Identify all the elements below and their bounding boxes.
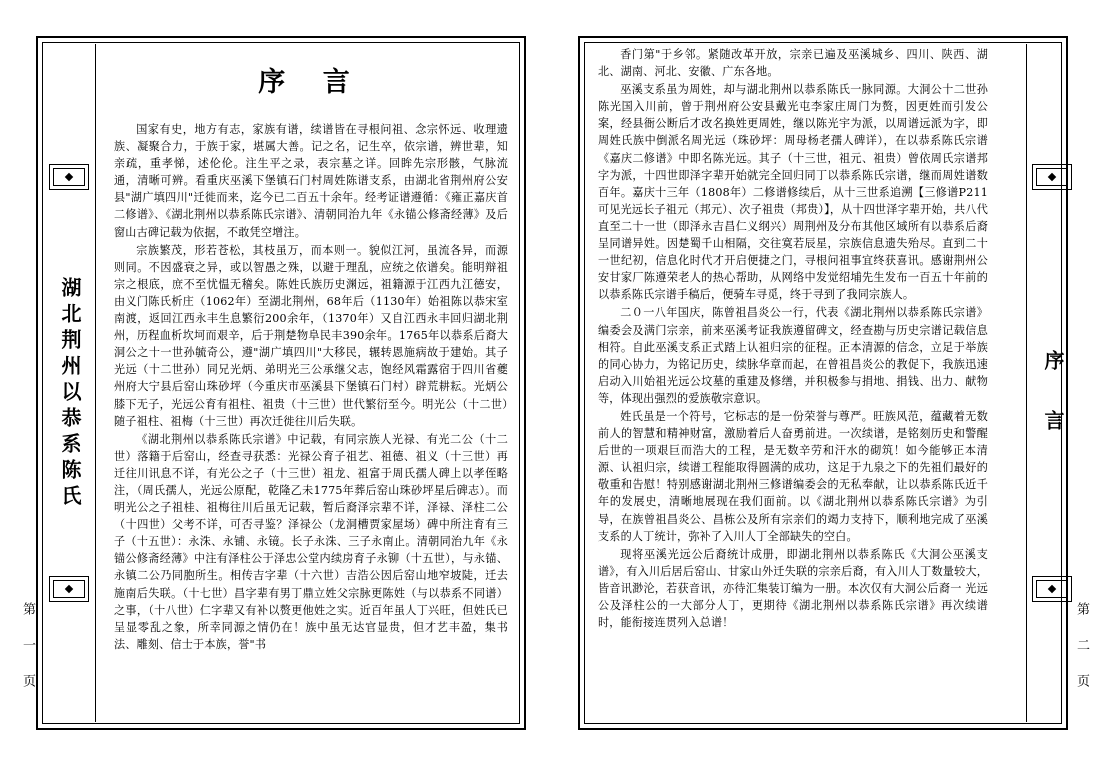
diamond-ornament-icon: [1032, 164, 1072, 190]
right-page-text-body: [586, 46, 1000, 722]
paragraph: 现将巫溪光远公后裔统计成册，即湖北荆州以恭系陈氏《大洞公巫溪支谱》，有入川后居后窑山、甘家山外迁失联的宗亲后裔，有入川人丁数量较大，皆音讯渺沦，若获音讯，亦待汇集装订编为一册。本次仅有大洞公后裔一 光远公及泽柱公的一大部分人丁，更期待《湖北荆州以恭系陈氏宗谱》再次续谱时，能衔接连贯列入总谱！: [598, 547, 988, 630]
paragraph: 国家有史，地方有志，家族有谱，续谱皆在寻根问祖、念宗怀远、收理遗族、凝聚合力，于族于家，堪属大善。记之名，记生卒，依宗谱，辨世辈，知亲疏，重孝悌，述伦伦。注生平之录，表宗墓之详。回眸先宗形骸，气脉流通，清晰可辨。看重庆巫溪下堡镇石门村周姓陈谱支系，由湖北省荆州府公安县"湖广填四川"迁徙而来，迄今已二百五十余年。经考证谱遵循：《雍正嘉庆首二修谱》、《湖北荆州以恭系陈氏宗谱》、清朝同治九年《永锚公修斋经薄》及后窗山古碑记载为依据，不敢凭空增注。: [114, 123, 508, 239]
paragraph: 二０一八年国庆，陈曾祖昌炎公一行，代表《湖北荆州以恭系陈氏宗谱》编委会及满门宗亲，前来巫溪考证我族遵留碑文，经查勘与历史宗谱记载信息相符。自此巫溪支系正式踏上认祖归宗的征程。正本清源的信念，立足于举族的同心协力，为铭记历史，续脉华章而起，在曾祖昌炎公的教促下，我族迅速启动入川始祖光远公坟墓的重建及修缮，并积极参与捐地、捐钱、出力、献物等，体现出强烈的爱族敬宗意识。: [598, 306, 988, 405]
page-title: 序 言: [258, 67, 364, 98]
paragraph: 宗族繁茂，形若苍松，其枝虽万，而本则一。貌似江河，虽流各异，而源则同。不因盛衰之异，或以智愚之殊，以避于理乱，应统之依谱矣。能明辩祖宗之根底，庶不至忧愠无稽矣。陈姓氏族历史渊远，祖籍源于江西九江德安，由义门陈氏析庄（1062年）至湖北荆州，68年后（1130年）始祖陈以恭宋室南渡，返回江西永丰生息繁衍200余年，（1370年）又自江西永丰回归湖北荆州，历程血析坎坷而艰辛，后于荆楚物阜民丰390余年。1765年以恭系后裔大洞公之十一世孙毓奇公，遵"湖广填四川"大移民，辗转恩施病故于建始。其子光远（十二世孙）同兄光炳、弟明光三公承继父志，饱经风霜露宿于四川省夔州府大宁县后窑山珠砂坪（今重庆市巫溪县下堡镇石门村）辟荒耕耘。光炳公膝下无子，光远公育有祖柱、祖贵（十三世）世代繁衍至今。明光公（十二世）随子祖柱、祖梅（十三世）再次迁徙往川后失联。: [114, 243, 508, 428]
diamond-ornament-icon: [49, 164, 89, 190]
paragraph: 香门第"于乡邻。紧随改革开放，宗亲已遍及巫溪城乡、四川、陕西、湖北、湖南、河北、安徽、广东各地。: [598, 48, 988, 79]
left-page-number: 第 一 页: [20, 601, 35, 691]
diamond-ornament-icon: [1032, 576, 1072, 602]
left-page-side-column: [44, 44, 96, 722]
paragraph: 姓氏虽是一个符号，它标志的是一份荣誉与尊严。旺族风范，蕴藏着无数前人的智慧和精神财富，激励着后人奋勇前进。一次续谱，是铭刻历史和警醒后世的一项艰巨而浩大的工程，是无数辛劳和汗水的砌筑！如今能够正本清源、认祖归宗，续谱工程能取得圆满的成功，这足于九泉之下的先祖们最好的敬重和告慰！特别感谢湖北荆州三修谱编委会的无私奉献，让以恭系陈氏近千年的发展史，清晰地展现在我们面前。以《湖北荆州以恭系陈氏宗谱》为引导，在族曾祖昌炎公、昌栋公及所有宗亲们的竭力支持下，顺利地完成了巫溪支系的人丁统计，弥补了入川人丁全部缺失的空白。: [598, 409, 988, 543]
right-page: [552, 0, 1104, 767]
right-page-vertical-title: 序 言: [1041, 350, 1065, 438]
right-page-number: 第 二 页: [1074, 601, 1089, 691]
paragraph: 《湖北荆州以恭系陈氏宗谱》中记载，有同宗族人光禄、有光二公（十二世）落籍于后窑山，经查寻获悉：光禄公育子祖艺、祖德、祖义（十三世）再迁往川讯息不详，有光公之子（十三世）祖龙、祖富于周氏孺人碑上以孝侄略注，（周氏孺人，光远公原配，乾隆乙未1775年葬后窑山珠砂坪星后碑志）。而明光公之子祖桂、祖梅往川后虽无记载，暂后裔泽宗辈不详，泽禄、泽柱二公（十四世）父考不详，可否寻鉴？泽禄公（龙洞槽贾家屋场）碑中所注育有三子（十五世）：永洙、永铺、永镜。长子永洙、三子永南止。清朝同治九年《永锚公修斋经薄》中注有泽柱公于泽忠公堂内续房育子永铆（十五世），与永锚、永镇二公乃同胞所生。相传吉字辈（十六世）吉浩公因后窑山地窄坡陡，迁去施南后失联。（十七世）昌字辈有男丁鼎立姓父宗脉更陈姓（与以恭系不同谱）之事，（十八世）仁字辈又有补以赘更他姓之实。近百年虽人丁兴旺，但姓氏已呈显零乱之象，所幸同源之情仍在！族中虽无达官显贵，但才艺丰盈，集书法、雕刻、信士于本族，誉"书: [114, 432, 508, 651]
left-page-vertical-title: 湖北荆州以恭系陈氏: [58, 277, 82, 511]
paragraph: 巫溪支系虽为周姓，却与湖北荆州以恭系陈氏一脉同源。大洞公十二世孙陈光国入川前，曾于荆州府公安县戴光屯李家庄周门为赘，因更姓而引发公案，经县衙公断后才改名换姓更周姓，继以陈光宇为派，以周谱远派为字，即周姓氏族中倒派名周光远（珠砂坪：周母杨老孺人碑详），在以恭系陈氏宗谱《嘉庆二修谱》中即名陈光远。其子（十三世，祖元、祖贵）曾依周氏宗谱邦字为派，十四世即泽字辈开始就完全回归同丁以恭系陈氏宗谱，继而周姓谱数百年。嘉庆十三年（1808年）二修谱修续后，从十三世系追溯【三修谱P211可见光远长子祖元（邦元）、次子祖贵（邦贵）】，从十四世泽字辈开始，共八代直至二十一世（即泽永吉昌仁义纲兴）周荆州及分布其他区域所有以恭系后裔呈同谱异姓。因楚蜀千山相隔，交往寞若辰星，宗族信息遗失殆尽。直到二十一世纪初，信息化时代才开启便捷之门，寻根问祖事宜终获喜讯。感谢荆州公安甘家厂陈遵荣老人的热心帮助，从网络中发觉绍埔先生发布一百五十年前的以恭系陈氏宗谱手稿后，便骑车寻觅，终于寻到了我同宗族人。: [598, 83, 988, 302]
left-page-text-body: [104, 46, 518, 722]
